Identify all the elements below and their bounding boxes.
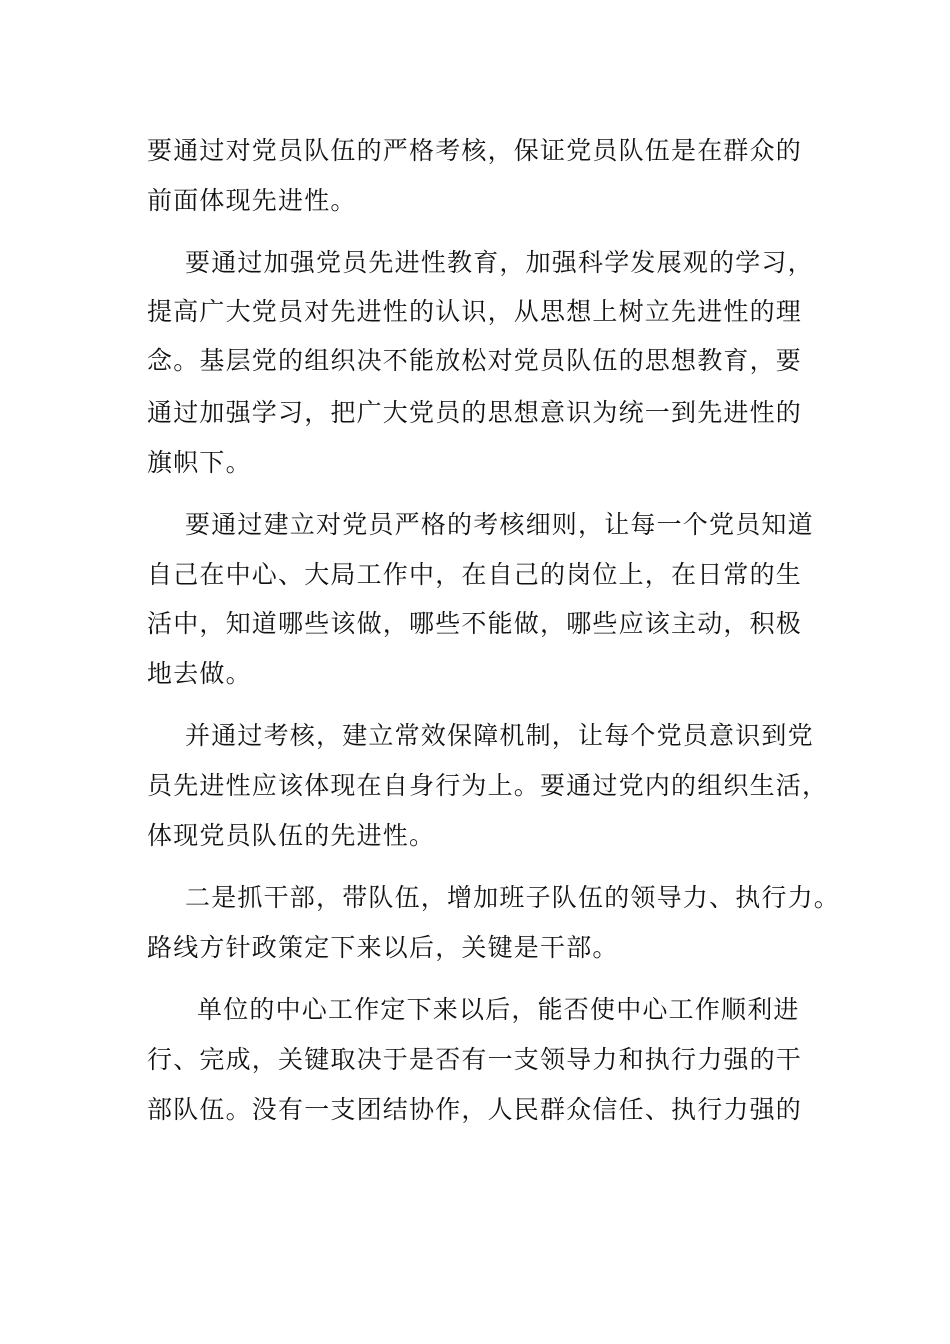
text-line: 前面体现先进性。 bbox=[147, 186, 357, 215]
text-line: 活中，知道哪些该做，哪些不能做，哪些应该主动，积极 bbox=[147, 609, 803, 638]
text-line: 要通过对党员队伍的严格考核，保证党员队伍是在群众的 bbox=[147, 136, 803, 165]
text-line: 并通过考核，建立常效保障机制，让每个党员意识到党 bbox=[185, 721, 814, 750]
text-line: 要通过加强党员先进性教育，加强科学发展观的学习， bbox=[185, 248, 814, 277]
text-line: 自己在中心、大局工作中，在自己的岗位上，在日常的生 bbox=[147, 560, 803, 589]
text-line: 提高广大党员对先进性的认识，从思想上树立先进性的理 bbox=[147, 297, 803, 326]
text-line: 路线方针政策定下来以后，关键是干部。 bbox=[147, 933, 619, 962]
text-line: 旗帜下。 bbox=[147, 448, 252, 477]
text-line: 员先进性应该体现在自身行为上。要通过党内的组织生活， bbox=[147, 771, 829, 800]
text-line: 部队伍。没有一支团结协作，人民群众信任、执行力强的 bbox=[147, 1095, 803, 1124]
text-line: 行、完成，关键取决于是否有一支领导力和执行力强的干 bbox=[147, 1045, 803, 1074]
text-line: 体现党员队伍的先进性。 bbox=[147, 821, 436, 850]
text-line: 地去做。 bbox=[147, 659, 252, 688]
text-line: 通过加强学习，把广大党员的思想意识为统一到先进性的 bbox=[147, 398, 803, 427]
text-line: 念。基层党的组织决不能放松对党员队伍的思想教育，要 bbox=[147, 346, 803, 375]
text-line: 二是抓干部，带队伍，增加班子队伍的领导力、执行力。 bbox=[185, 883, 841, 912]
text-line: 要通过建立对党员严格的考核细则，让每一个党员知道 bbox=[185, 510, 814, 539]
text-line: 单位的中心工作定下来以后，能否使中心工作顺利进 bbox=[197, 995, 800, 1024]
